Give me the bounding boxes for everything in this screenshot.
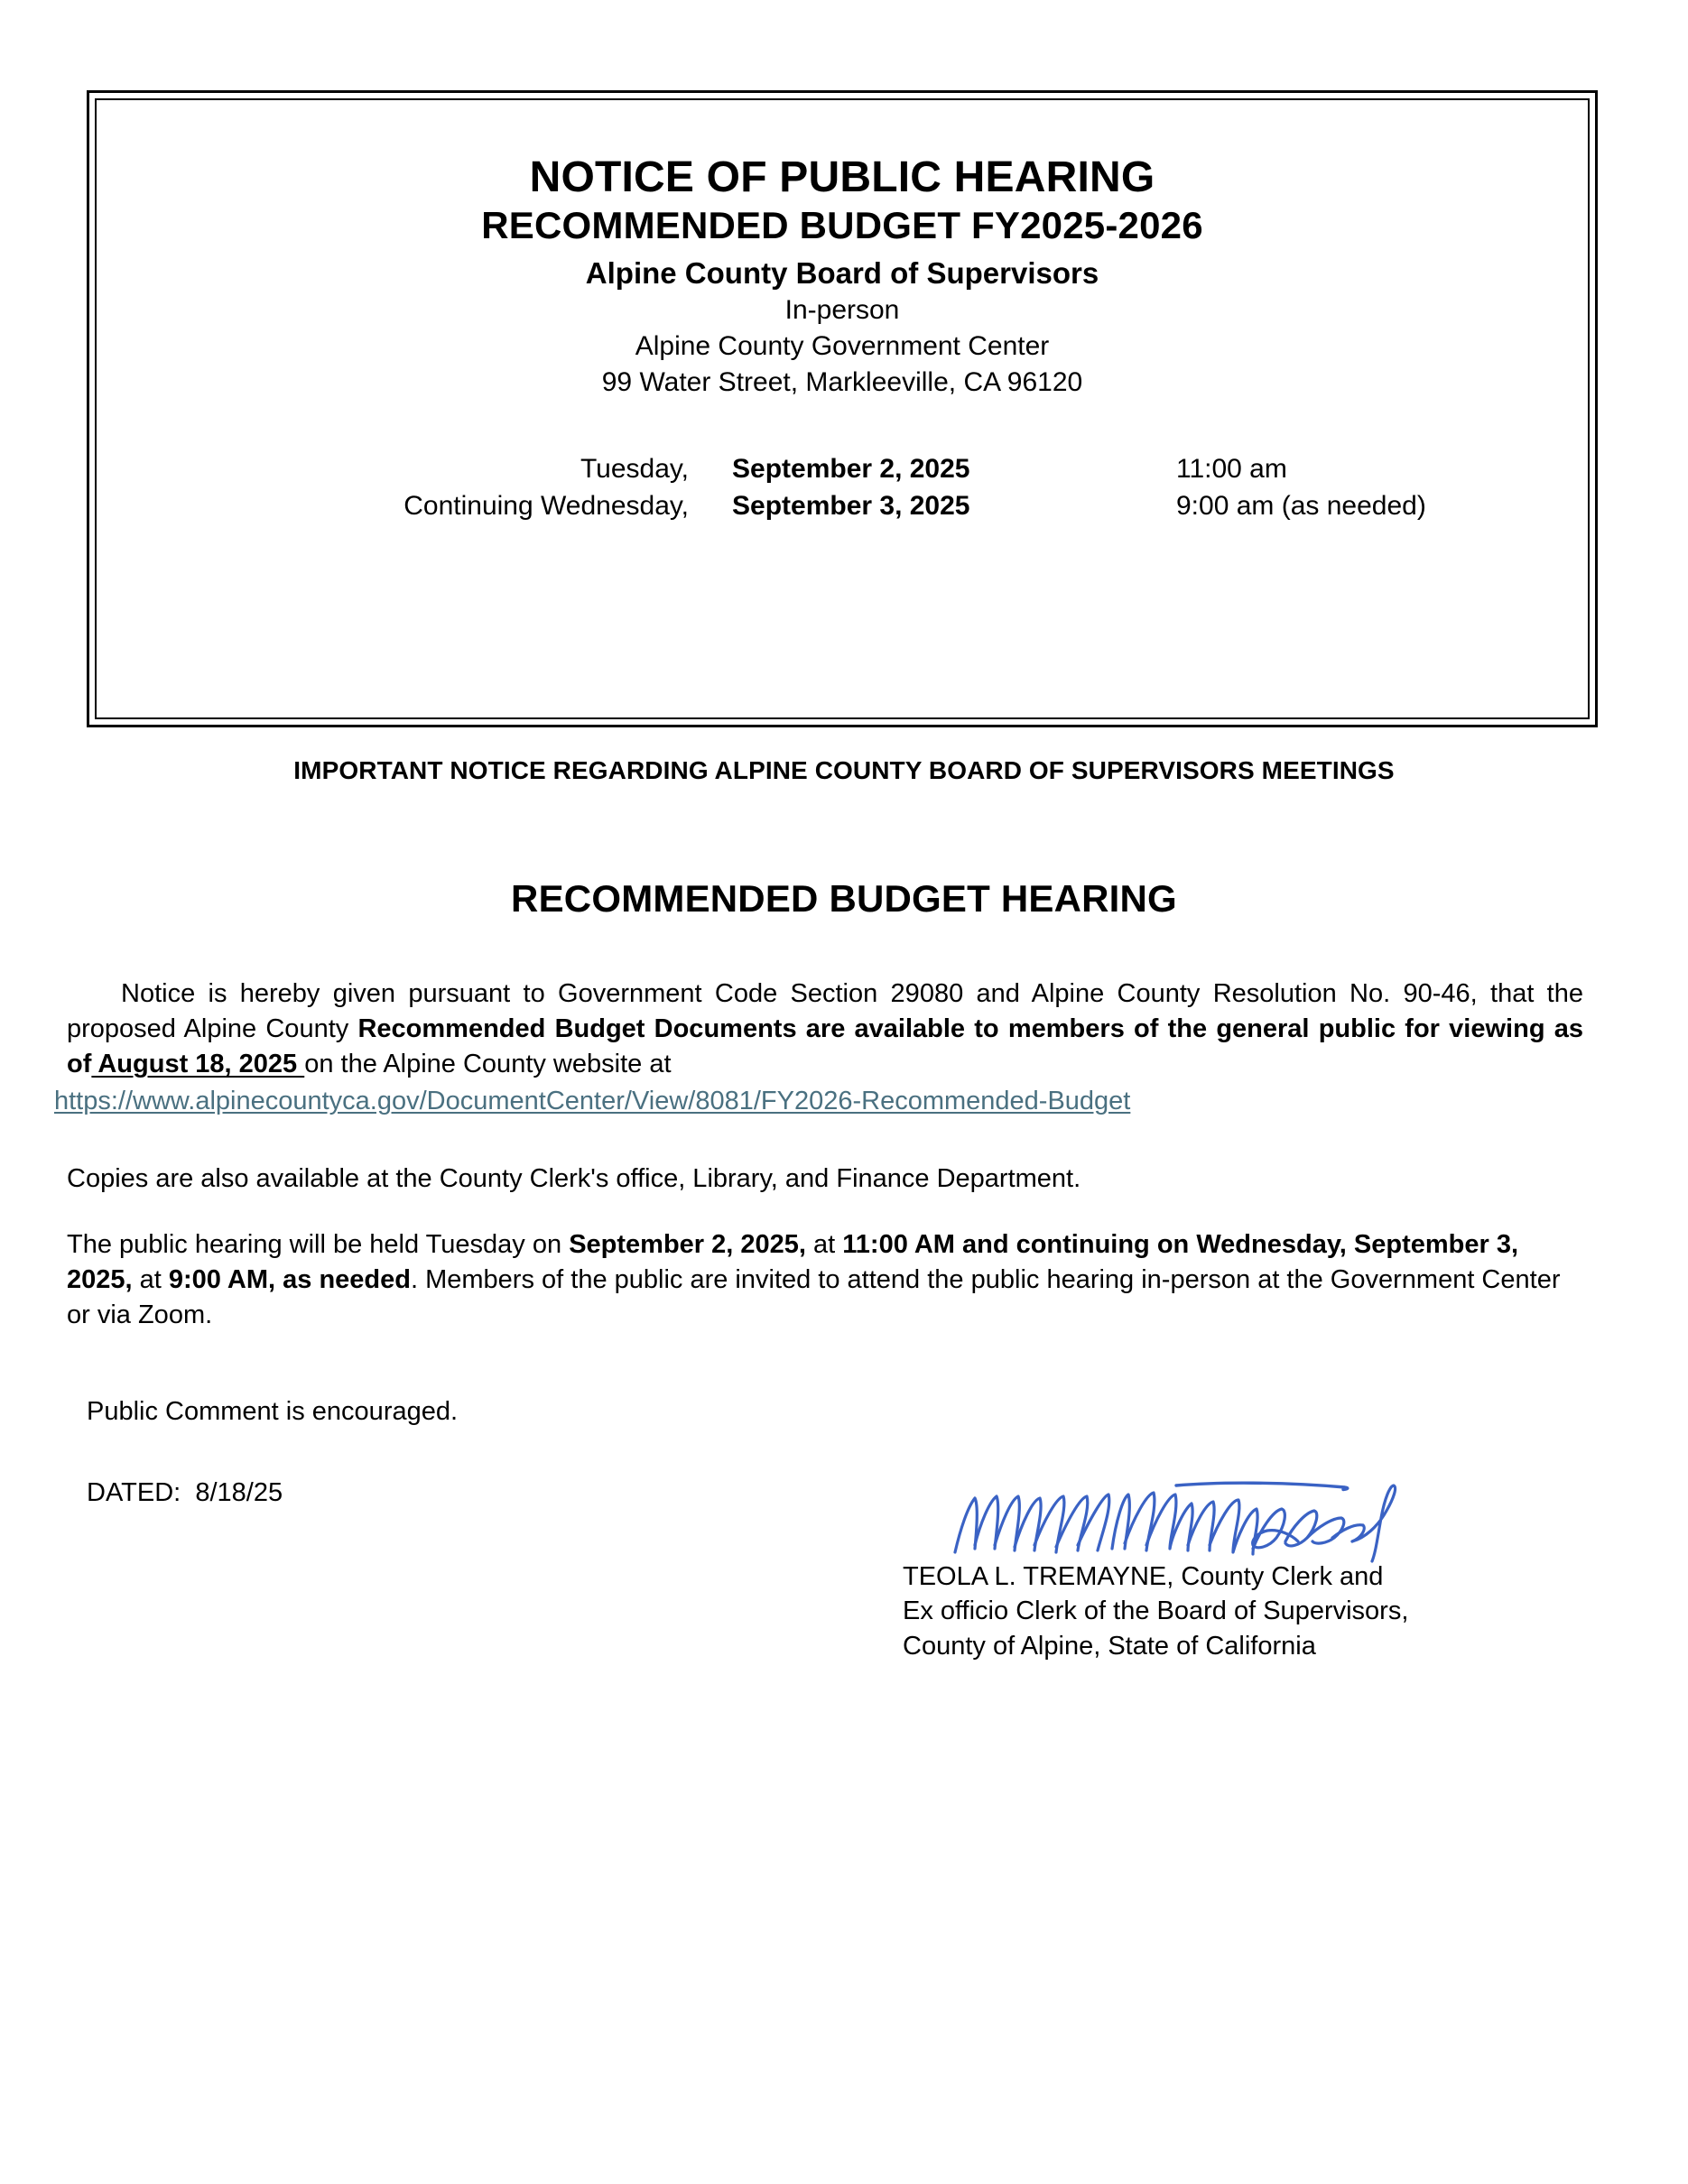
- schedule-row-date: September 3, 2025: [732, 490, 970, 521]
- page-title: RECOMMENDED BUDGET HEARING: [511, 877, 1177, 920]
- hearing-text-4: . Members of the public are invited to attend the public hearing in-person at the Government Center or via Zoom.: [67, 1264, 1561, 1329]
- schedule-row-day: Continuing Wednesday,: [403, 490, 689, 521]
- signer-name-and-title: TEOLA L. TREMAYNE, County Clerk and: [903, 1562, 1384, 1591]
- paragraph-hearing: [67, 1227, 1583, 1333]
- signer-jurisdiction: County of Alpine, State of California: [903, 1631, 1316, 1661]
- dated-value: 8/18/25: [195, 1478, 283, 1507]
- signer-block: [903, 1559, 1408, 1663]
- notice-mode: In-person: [784, 295, 900, 326]
- schedule-row-time: 9:00 am (as needed): [1176, 490, 1426, 521]
- schedule-row-date: September 2, 2025: [732, 454, 970, 485]
- notice-address: 99 Water Street, Markleeville, CA 96120: [601, 367, 1083, 398]
- signature-strokes: [921, 1455, 1498, 1572]
- hearing-time-1: 11:00 AM and continuing on Wednesday, September 3, 2025,: [67, 1229, 1519, 1294]
- hearing-time-2: 9:00 AM, as needed: [168, 1264, 411, 1294]
- public-comment-note: Public Comment is encouraged.: [87, 1397, 459, 1426]
- notice-title-line-1: NOTICE OF PUBLIC HEARING: [529, 153, 1155, 201]
- dated-label: DATED:: [87, 1478, 181, 1507]
- hearing-schedule: [89, 451, 1595, 525]
- hearing-text-1: The public hearing will be held Tuesday on: [67, 1229, 570, 1259]
- notice-box-content: [89, 93, 1595, 525]
- signature-image: [921, 1455, 1498, 1572]
- dated-line: [87, 1478, 283, 1508]
- paragraph-notice-text-1: Notice is hereby given pursuant to Government Code Section 29080 and Alpine County Resolution No. 90-46, that the proposed Alpine County: [67, 979, 1583, 1044]
- availability-date: August 18, 2025: [91, 1050, 305, 1079]
- spacer: [67, 1197, 1583, 1227]
- hearing-date-1: September 2, 2025,: [569, 1229, 806, 1259]
- hearing-text-2: at: [805, 1229, 843, 1259]
- signer-role: Ex officio Clerk of the Board of Supervisors,: [903, 1596, 1409, 1626]
- schedule-row-day: Tuesday,: [580, 454, 689, 485]
- important-notice-heading: IMPORTANT NOTICE REGARDING ALPINE COUNTY BOARD OF SUPERVISORS MEETINGS: [293, 756, 1395, 784]
- paragraph-notice-text-2: on the Alpine County website at: [304, 1050, 672, 1079]
- spacer: [67, 1120, 1583, 1161]
- schedule-row-time: 11:00 am: [1176, 454, 1287, 485]
- notice-box: [87, 90, 1598, 727]
- notice-title-line-2: RECOMMENDED BUDGET FY2025-2026: [481, 204, 1203, 247]
- document-body: [54, 976, 1583, 1333]
- paragraph-notice-bold: Recommended Budget Documents are available to members of the general public for viewing as of: [67, 1014, 1583, 1079]
- hearing-text-3: at: [132, 1264, 169, 1294]
- notice-venue: Alpine County Government Center: [635, 331, 1050, 362]
- notice-title-line-3: Alpine County Board of Supervisors: [585, 255, 1099, 290]
- paragraph-copies: Copies are also available at the County Clerk's office, Library, and Finance Department.: [67, 1163, 1081, 1193]
- budget-document-link[interactable]: https://www.alpinecountyca.gov/DocumentCenter/View/8081/FY2026-Recommended-Budget: [54, 1087, 1131, 1116]
- paragraph-notice: [67, 976, 1583, 1082]
